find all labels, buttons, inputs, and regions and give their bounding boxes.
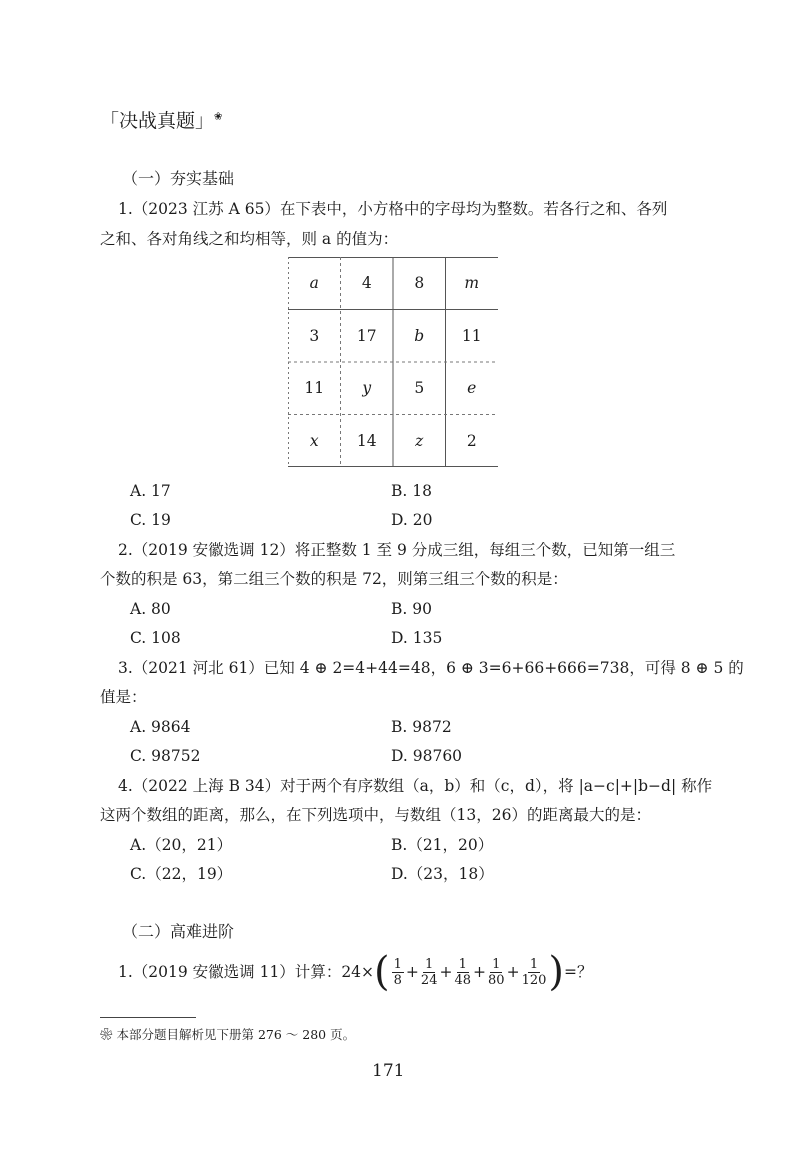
- table-cell: 2: [466, 431, 477, 450]
- q3-line2: 值是：: [100, 688, 147, 706]
- q2-line2: 个数的积是 63，第二组三个数的积是 72，则第三组三个数的积是：: [100, 570, 568, 588]
- page-number: 171: [372, 1061, 405, 1081]
- table-cell: 11: [461, 326, 482, 345]
- table-cell: 3: [309, 326, 320, 345]
- q2-option-b: B. 90: [391, 600, 432, 618]
- q4-option-a: A.（20，21）: [130, 836, 233, 854]
- q1-table: [288, 257, 498, 467]
- q3-option-a: A. 9864: [130, 718, 191, 736]
- section-title: 「决战真题」: [100, 110, 215, 132]
- q5-prefix: 1.（2019 安徽选调 11）计算：24×: [118, 963, 375, 981]
- q3-option-c: C. 98752: [130, 747, 201, 765]
- plus-sign: +: [506, 963, 520, 981]
- q3-option-d: D. 98760: [391, 747, 463, 765]
- table-cell: 17: [356, 326, 377, 345]
- table-cell: b: [414, 326, 425, 345]
- q5-expression: [118, 949, 593, 995]
- table-cell: y: [362, 379, 372, 398]
- table-cell: e: [467, 379, 477, 398]
- flower-mark-icon: ❀: [100, 1027, 113, 1042]
- q4-option-b: B.（21，20）: [391, 836, 494, 854]
- q1-line1: 1.（2023 江苏 A 65）在下表中，小方格中的字母均为整数。若各行之和、各列: [118, 200, 668, 218]
- right-paren: ): [548, 949, 564, 995]
- flower-mark-icon: ❀: [214, 111, 223, 123]
- table-cell: 4: [361, 274, 372, 293]
- fraction: $\frac{1}{48}$: [454, 956, 472, 988]
- part1-title: （一）夯实基础: [122, 169, 235, 188]
- table-cell: 5: [414, 379, 425, 398]
- table-cell: m: [464, 274, 480, 293]
- q2-option-a: A. 80: [130, 600, 171, 618]
- left-paren: (: [374, 949, 390, 995]
- q1-option-c: C. 19: [130, 511, 171, 529]
- q2-option-c: C. 108: [130, 629, 181, 647]
- part2-title: （二）高难进阶: [122, 922, 235, 941]
- table-cell: x: [309, 431, 319, 450]
- fraction: $\frac{1}{80}$: [488, 956, 505, 988]
- section-heading: [100, 106, 222, 133]
- plus-sign: +: [439, 963, 453, 981]
- q4-line2: 这两个数组的距离，那么，在下列选项中，与数组（13，26）的距离最大的是：: [100, 806, 651, 824]
- q3-line1: 3.（2021 河北 61）已知 4 ⊕ 2=4+44=48，6 ⊕ 3=6+66+666=738，可得 8 ⊕ 5 的: [118, 659, 744, 677]
- q4-option-c: C.（22，19）: [130, 865, 233, 883]
- table-cell: a: [309, 274, 319, 293]
- q1-option-b: B. 18: [391, 482, 432, 500]
- table-cell: 8: [414, 274, 425, 293]
- q1-line2: 之和、各对角线之和均相等，则 a 的值为：: [100, 230, 399, 248]
- q4-line1: 4.（2022 上海 B 34）对于两个有序数组（a，b）和（c，d），将 |a−c|+|b−d| 称作: [118, 777, 713, 795]
- fraction: $\frac{1}{24}$: [420, 956, 438, 988]
- q1-option-d: D. 20: [391, 511, 433, 529]
- q3-option-b: B. 9872: [391, 718, 452, 736]
- plus-sign: +: [405, 963, 419, 981]
- q5-suffix: =？: [564, 963, 593, 981]
- q2-option-d: D. 135: [391, 629, 443, 647]
- footnote-text: 本部分题目解析见下册第 276 ～ 280 页。: [116, 1027, 356, 1042]
- q4-option-d: D.（23，18）: [391, 865, 494, 883]
- table-cell: z: [415, 431, 424, 450]
- q1-option-a: A. 17: [130, 482, 171, 500]
- table-cell: 14: [356, 431, 377, 450]
- table-cell: 11: [304, 379, 325, 398]
- fraction: $\frac{1}{8}$: [393, 956, 402, 988]
- q2-line1: 2.（2019 安徽选调 12）将正整数 1 至 9 分成三组，每组三个数，已知第一组三: [118, 541, 676, 559]
- plus-sign: +: [473, 963, 487, 981]
- fraction: $\frac{1}{120}$: [521, 956, 547, 988]
- footnote-rule: [100, 1017, 196, 1018]
- footnote: [100, 1025, 355, 1043]
